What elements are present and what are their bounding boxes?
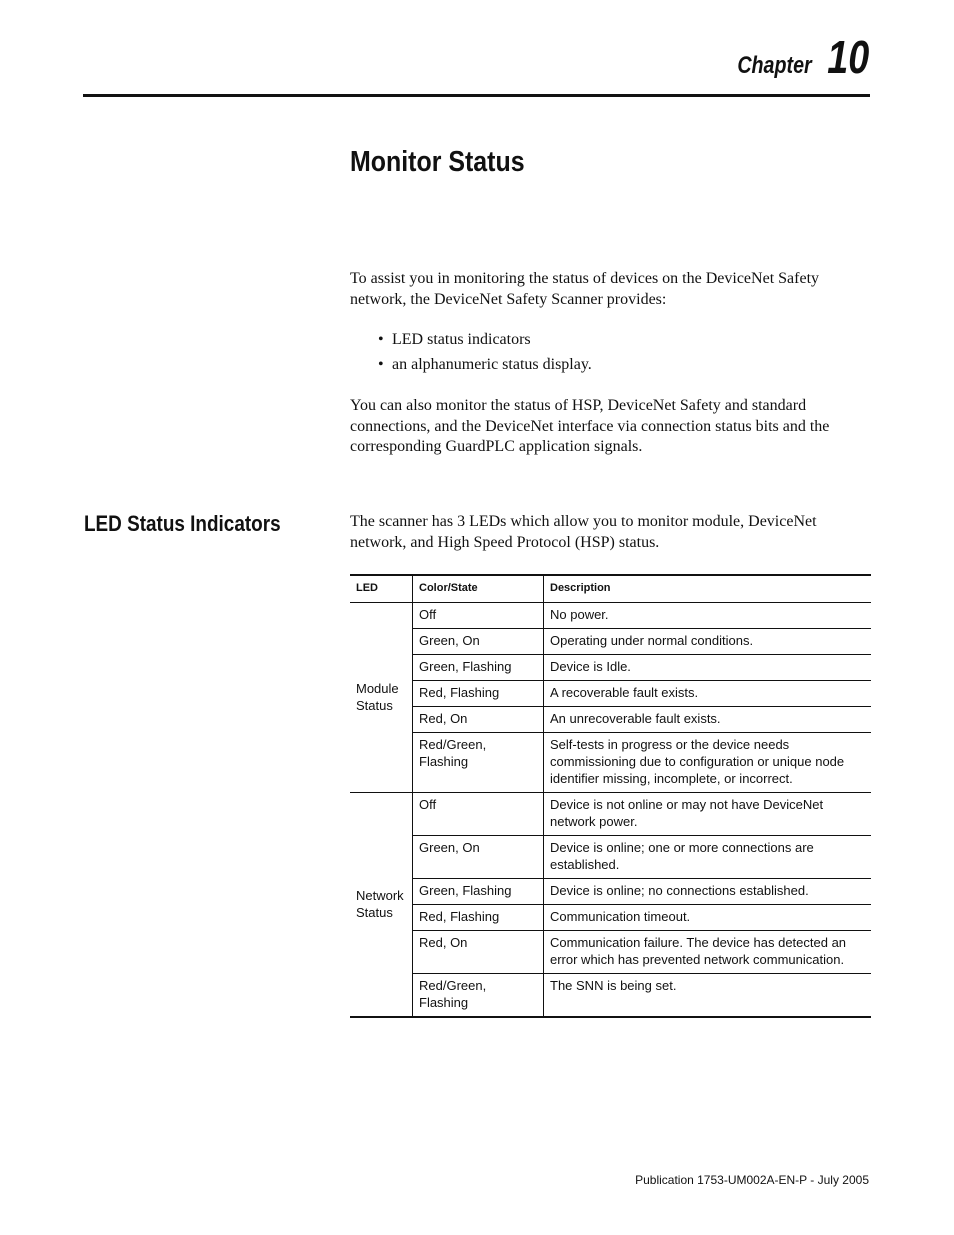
table-row	[350, 793, 871, 836]
table-row	[350, 931, 871, 974]
state-cell: Off	[413, 603, 544, 629]
description-cell: Device is online; one or more connections are established.	[544, 836, 872, 879]
description-cell: Communication timeout.	[544, 905, 872, 931]
monitor-paragraph: You can also monitor the status of HSP, DeviceNet Safety and standard connections, and the DeviceNet interface via connection status bits and the corresponding GuardPLC application signals.	[350, 397, 830, 455]
table-row	[350, 879, 871, 905]
intro-bullet-list	[378, 330, 592, 380]
table-header-row	[350, 575, 871, 603]
description-cell: Operating under normal conditions.	[544, 629, 872, 655]
description-cell: Communication failure. The device has detected an error which has prevented network communication.	[544, 931, 872, 974]
table-row	[350, 836, 871, 879]
table-row	[350, 905, 871, 931]
led-intro-paragraph: The scanner has 3 LEDs which allow you to monitor module, DeviceNet network, and High Speed Protocol (HSP) status.	[350, 513, 817, 551]
description-cell: Self-tests in progress or the device needs commissioning due to configuration or unique node identifier missing, incomplete, or incorrect.	[544, 733, 872, 793]
state-cell: Red/Green, Flashing	[413, 733, 544, 793]
header-rule	[83, 94, 870, 97]
state-cell: Green, On	[413, 836, 544, 879]
bullet-icon: •	[378, 356, 384, 373]
description-cell: No power.	[544, 603, 872, 629]
state-cell: Red, Flashing	[413, 905, 544, 931]
page-title: Monitor Status	[350, 146, 525, 178]
description-cell: Device is Idle.	[544, 655, 872, 681]
state-cell: Red/Green, Flashing	[413, 974, 544, 1018]
description-cell: A recoverable fault exists.	[544, 681, 872, 707]
bullet-text: an alphanumeric status display.	[392, 356, 592, 373]
bullet-text: LED status indicators	[392, 331, 531, 348]
bullet-icon: •	[378, 331, 384, 348]
description-cell: The SNN is being set.	[544, 974, 872, 1018]
led-name-module-status: Module Status	[350, 603, 413, 793]
intro-paragraph: To assist you in monitoring the status of devices on the DeviceNet Safety network, the DeviceNet Safety Scanner provides:	[350, 270, 820, 308]
state-cell: Red, On	[413, 707, 544, 733]
table-row	[350, 629, 871, 655]
section-heading-led-status: LED Status Indicators	[84, 511, 281, 536]
table-row	[350, 603, 871, 629]
column-header-led: LED	[350, 575, 413, 603]
publication-footer: Publication 1753-UM002A-EN-P - July 2005	[635, 1173, 869, 1187]
table-row	[350, 655, 871, 681]
bullet-item	[378, 330, 592, 355]
column-header-color-state: Color/State	[413, 575, 544, 603]
state-cell: Red, On	[413, 931, 544, 974]
description-cell: An unrecoverable fault exists.	[544, 707, 872, 733]
chapter-header	[721, 31, 869, 83]
chapter-number: 10	[827, 31, 869, 83]
led-name-network-status: Network Status	[350, 793, 413, 1018]
description-cell: Device is not online or may not have DeviceNet network power.	[544, 793, 872, 836]
chapter-label: Chapter	[737, 52, 812, 79]
led-status-table	[350, 574, 871, 1018]
column-header-description: Description	[544, 575, 872, 603]
state-cell: Off	[413, 793, 544, 836]
bullet-item	[378, 355, 592, 380]
table-row	[350, 733, 871, 793]
description-cell: Device is online; no connections established.	[544, 879, 872, 905]
table-row	[350, 707, 871, 733]
state-cell: Green, On	[413, 629, 544, 655]
table-row	[350, 681, 871, 707]
state-cell: Green, Flashing	[413, 879, 544, 905]
table-row	[350, 974, 871, 1018]
state-cell: Red, Flashing	[413, 681, 544, 707]
state-cell: Green, Flashing	[413, 655, 544, 681]
